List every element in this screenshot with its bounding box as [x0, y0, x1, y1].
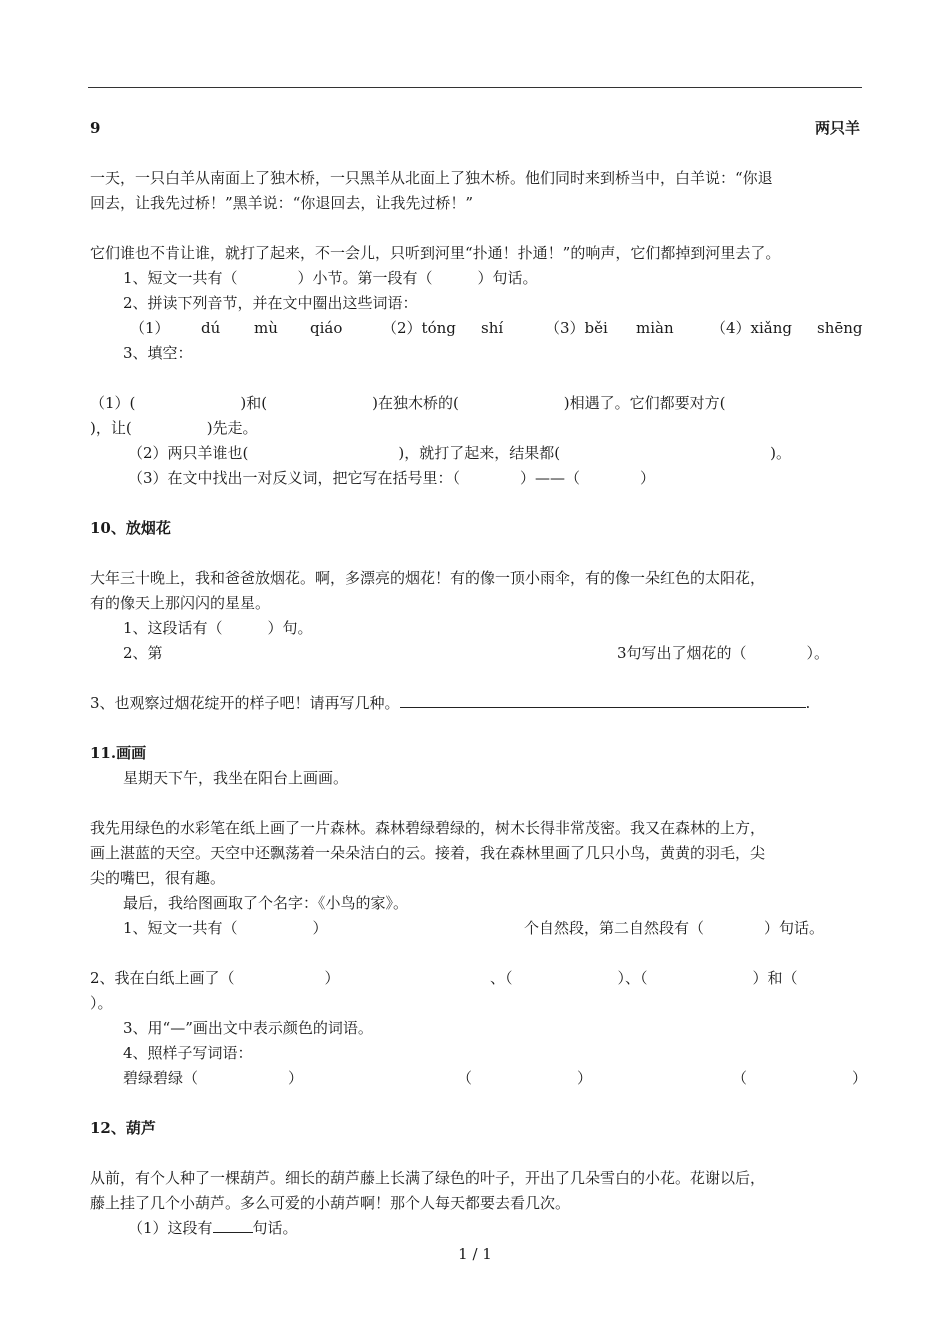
s11-paragraph-2-line-3: 尖的嘴巴，很有趣。	[90, 869, 226, 887]
s10-question-2-start: 2、第	[123, 644, 163, 662]
pinyin-item: （2）tóng	[382, 319, 456, 337]
answer-blank	[213, 1218, 253, 1233]
section-10-title: 10、放烟花	[90, 519, 171, 537]
s9-fill-1-line-1: （1）( )和( )在独木桥的( )相遇了。它们都要对方(	[90, 394, 726, 412]
s10-question-2-end: 3句写出了烟花的（ ）。	[617, 644, 830, 662]
s9-paragraph-1-line-2: 回去，让我先过桥！”黑羊说：“你退回去，让我先过桥！”	[90, 194, 474, 212]
s11-paragraph-2-line-1: 我先用绿色的水彩笔在纸上画了一片森林。森林碧绿碧绿的，树木长得非常茂密。我又在森林的上方，	[90, 819, 766, 837]
section-12-title: 12、葫芦	[90, 1119, 156, 1137]
pinyin-item: （1）	[130, 319, 170, 337]
s11-question-3: 3、用“—”画出文中表示颜色的词语。	[123, 1019, 373, 1037]
answer-blank	[400, 693, 806, 708]
header-rule	[88, 87, 862, 88]
pinyin-item: （4）xiǎng	[711, 319, 793, 337]
s9-fill-3: （3）在文中找出一对反义词，把它写在括号里：（ ）——（ ）	[128, 469, 656, 487]
s11-example-3: （ ）	[732, 1069, 868, 1087]
pinyin-item: qiáo	[310, 319, 343, 337]
s11-question-2-end: ）。	[90, 994, 113, 1012]
s10-paragraph-line-2: 有的像天上那闪闪的星星。	[90, 594, 271, 612]
s11-question-1-end: 个自然段，第二自然段有（ ）句话。	[524, 919, 825, 937]
s10-question-3-end: .	[805, 694, 811, 712]
pinyin-item: shēng	[817, 319, 863, 337]
s11-paragraph-3: 最后，我给图画取了个名字：《小鸟的家》。	[123, 894, 409, 912]
section-9-number: 9	[90, 119, 101, 137]
s12-question-1	[128, 1218, 298, 1238]
page-number: 1 / 1	[458, 1245, 492, 1263]
s11-question-2-mid: 、（ ）、（ ）和（	[490, 969, 798, 987]
pinyin-item: （3）běi	[545, 319, 608, 337]
s12-paragraph-line-2: 藤上挂了几个小葫芦。多么可爱的小葫芦啊！那个人每天都要去看几次。	[90, 1194, 571, 1212]
s11-paragraph-2-line-2: 画上湛蓝的天空。天空中还飘荡着一朵朵洁白的云。接着，我在森林里画了几只小鸟，黄黄的羽毛，尖	[90, 844, 766, 862]
s9-question-2: 2、拼读下列音节，并在文中圈出这些词语：	[123, 294, 418, 312]
pinyin-item: mù	[254, 319, 278, 337]
s10-question-1: 1、这段话有（ ）句。	[123, 619, 313, 637]
pinyin-item: shí	[481, 319, 504, 337]
s9-question-1: 1、短文一共有（ ）小节。第一段有（ ）句话。	[123, 269, 538, 287]
s10-question-3-text: 3、也观察过烟花绽开的样子吧！请再写几种。	[90, 694, 400, 712]
pinyin-item: dú	[201, 319, 221, 337]
s9-question-3: 3、填空：	[123, 344, 193, 362]
s11-example-2: （ ）	[457, 1069, 593, 1087]
s10-paragraph-line-1: 大年三十晚上，我和爸爸放烟花。啊，多漂亮的烟花！有的像一顶小雨伞，有的像一朵红色的太阳花，	[90, 569, 766, 587]
s9-fill-2: （2）两只羊谁也( )，就打了起来，结果都( )。	[128, 444, 791, 462]
s12-question-1-end: 句话。	[252, 1219, 298, 1237]
s12-question-1-text: （1）这段有	[128, 1219, 213, 1237]
section-9-title: 两只羊	[814, 119, 860, 137]
pinyin-item: miàn	[636, 319, 674, 337]
s10-question-3	[90, 693, 810, 713]
s9-fill-1-line-2: )，让( )先走。	[90, 419, 258, 437]
s9-paragraph-1-line-1: 一天，一只白羊从南面上了独木桥，一只黑羊从北面上了独木桥。他们同时来到桥当中，白羊说：“你退	[90, 169, 773, 187]
section-11-title: 11.画画	[90, 744, 147, 762]
s9-paragraph-2: 它们谁也不肯让谁，就打了起来，不一会儿，只听到河里“扑通！扑通！”的响声，它们都掉到河里去了。	[90, 244, 781, 262]
s11-paragraph-1: 星期天下午，我坐在阳台上画画。	[123, 769, 349, 787]
s11-question-2-start: 2、我在白纸上画了（ ）	[90, 969, 340, 987]
s11-example-1: 碧绿碧绿（ ）	[123, 1069, 304, 1087]
s11-question-4: 4、照样子写词语：	[123, 1044, 253, 1062]
s12-paragraph-line-1: 从前，有个人种了一棵葫芦。细长的葫芦藤上长满了绿色的叶子，开出了几朵雪白的小花。花谢以后，	[90, 1169, 766, 1187]
s11-question-1-start: 1、短文一共有（ ）	[123, 919, 328, 937]
